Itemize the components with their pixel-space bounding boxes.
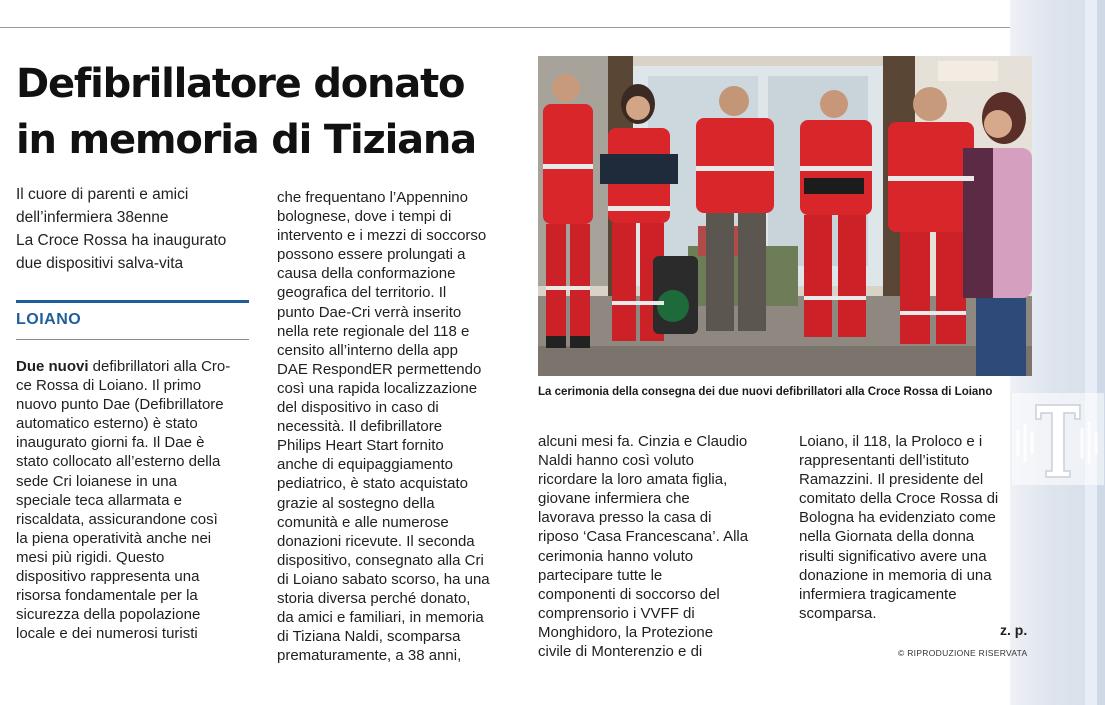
- body-line: inaugurato giorni fa. Il Dae è: [16, 434, 205, 452]
- body-line: Naldi hanno così voluto: [538, 452, 694, 470]
- body-line: infermiera tragicamente: [799, 585, 957, 603]
- body-line: alcuni mesi fa. Cinzia e Claudio: [538, 433, 748, 450]
- body-line: Due nuovi defibrillatori alla Cro-: [16, 358, 231, 375]
- body-line: Ramazzini. Il presidente del: [799, 471, 984, 489]
- body-line: civile di Monterenzio e di: [538, 643, 703, 661]
- body-line: nella Giornata della donna: [799, 528, 975, 546]
- photo-caption: La cerimonia della consegna dei due nuovi defibrillatori alla Croce Rossa di Loiano: [538, 386, 993, 398]
- body-line: di Tiziana Naldi, scomparsa: [277, 628, 461, 646]
- subheadline-line: due dispositivi salva-vita: [16, 255, 184, 272]
- body-line: comunità e alle numerose: [277, 513, 449, 531]
- body-line: giovane infermiera che: [538, 490, 690, 508]
- body-line: Bologna ha evidenziato come: [799, 509, 996, 527]
- body-line: Philips Heart Start fornito: [277, 437, 444, 455]
- body-line: intervento e i mezzi di soccorso: [277, 227, 487, 245]
- body-line: possono essere prolungati a: [277, 246, 466, 264]
- body-line: da amici e familiari, in memoria: [277, 609, 484, 627]
- body-line: storia diversa perché donato,: [277, 589, 471, 607]
- location-kicker: LOIANO: [16, 311, 82, 328]
- body-line: risorsa fondamentale per la: [16, 587, 198, 605]
- body-line: riscaldata, assicurandone così: [16, 510, 218, 528]
- body-line: cerimonia hanno voluto: [538, 547, 694, 565]
- body-line: donazione in memoria di una: [799, 566, 992, 584]
- body-line: la piena operatività anche nei: [16, 529, 212, 547]
- body-line: ricordare la loro amata figlia,: [538, 471, 728, 489]
- body-line: pediatrico, è stato acquistato: [277, 475, 468, 493]
- body-line: speciale teca allarmata e: [16, 491, 182, 509]
- body-line: prematuramente, a 38 anni,: [277, 647, 462, 665]
- body-line: grazie al sostegno della: [277, 494, 435, 512]
- headline-line-2: in memoria di Tiziana: [16, 117, 476, 163]
- body-line: di Loiano sabato scorso, ha una: [277, 570, 490, 588]
- body-line: Loiano, il 118, la Proloco e i: [799, 433, 983, 450]
- body-line: necessità. Il defibrillatore: [277, 418, 443, 436]
- body-column-1: [16, 357, 251, 643]
- body-line: così una rapida localizzazione: [277, 379, 478, 397]
- newspaper-t-logo-icon: [1012, 393, 1104, 485]
- body-line: lavorava presso la casa di: [538, 509, 712, 527]
- body-line: nuovo punto Dae (Defibrillatore: [16, 396, 224, 414]
- subheadline-line: Il cuore di parenti e amici: [16, 186, 189, 203]
- body-column-3: [538, 432, 778, 661]
- body-column-4: [799, 432, 1039, 623]
- body-line: del dispositivo in caso di: [277, 399, 439, 417]
- body-line: bolognese, dove i tempi di: [277, 208, 452, 226]
- body-line: sede Cri loianese in una: [16, 472, 177, 490]
- body-line: anche di equipaggiamento: [277, 456, 453, 474]
- body-line: che frequentano l’Appennino: [277, 189, 468, 206]
- body-line: riposo ‘Casa Francescana’. Alla: [538, 528, 749, 546]
- body-line: stato collocato all’esterno della: [16, 453, 221, 471]
- body-line: risulti significativo avere una: [799, 547, 987, 565]
- subheadline: [16, 183, 256, 275]
- body-line: DAE RespondER permettendo: [277, 360, 482, 378]
- body-column-2: [277, 188, 517, 665]
- body-line: componenti di soccorso del: [538, 585, 720, 603]
- headline-line-1: Defibrillatore donato: [16, 61, 465, 107]
- author-signature: z. p.: [1000, 622, 1028, 638]
- body-line: punto Dae-Cri verrà inserito: [277, 303, 462, 321]
- top-rule: [0, 27, 1030, 28]
- body-line: rappresentanti dell’istituto: [799, 452, 970, 470]
- body-line: partecipare tutte le: [538, 566, 663, 584]
- body-line: geografica del territorio. Il: [277, 284, 447, 302]
- body-line: mesi più rigidi. Questo: [16, 548, 165, 566]
- body-line: causa della conformazione: [277, 265, 456, 283]
- subheadline-line: La Croce Rossa ha inaugurato: [16, 232, 227, 249]
- body-line: nella rete regionale del 118 e: [277, 322, 470, 340]
- body-line: sicurezza della popolazione: [16, 606, 201, 624]
- body-line: automatico esterno) è stato: [16, 415, 198, 433]
- body-line: comitato della Croce Rossa di: [799, 490, 999, 508]
- kicker-rule: [16, 300, 249, 303]
- body-line: donazioni ricevute. Il seconda: [277, 532, 475, 550]
- ceremony-photo: [538, 56, 1032, 376]
- body-line: dispositivo, consegnato alla Cri: [277, 551, 484, 569]
- copyright-notice: © RIPRODUZIONE RISERVATA: [898, 648, 1028, 658]
- body-line: censito all’interno della app: [277, 341, 458, 359]
- body-line: locale e dei numerosi turisti: [16, 625, 198, 643]
- body-line: Monghidoro, la Protezione: [538, 623, 714, 641]
- lead-in: Due nuovi: [16, 358, 89, 375]
- body-line: comprensorio i VVFF di: [538, 604, 695, 622]
- subheadline-line: dell’infermiera 38enne: [16, 209, 169, 226]
- body-line: dispositivo rappresenta una: [16, 568, 200, 586]
- kicker-divider: [16, 339, 249, 340]
- headline: [16, 56, 526, 168]
- body-line: scomparsa.: [799, 604, 877, 622]
- body-line: ce Rossa di Loiano. Il primo: [16, 377, 202, 395]
